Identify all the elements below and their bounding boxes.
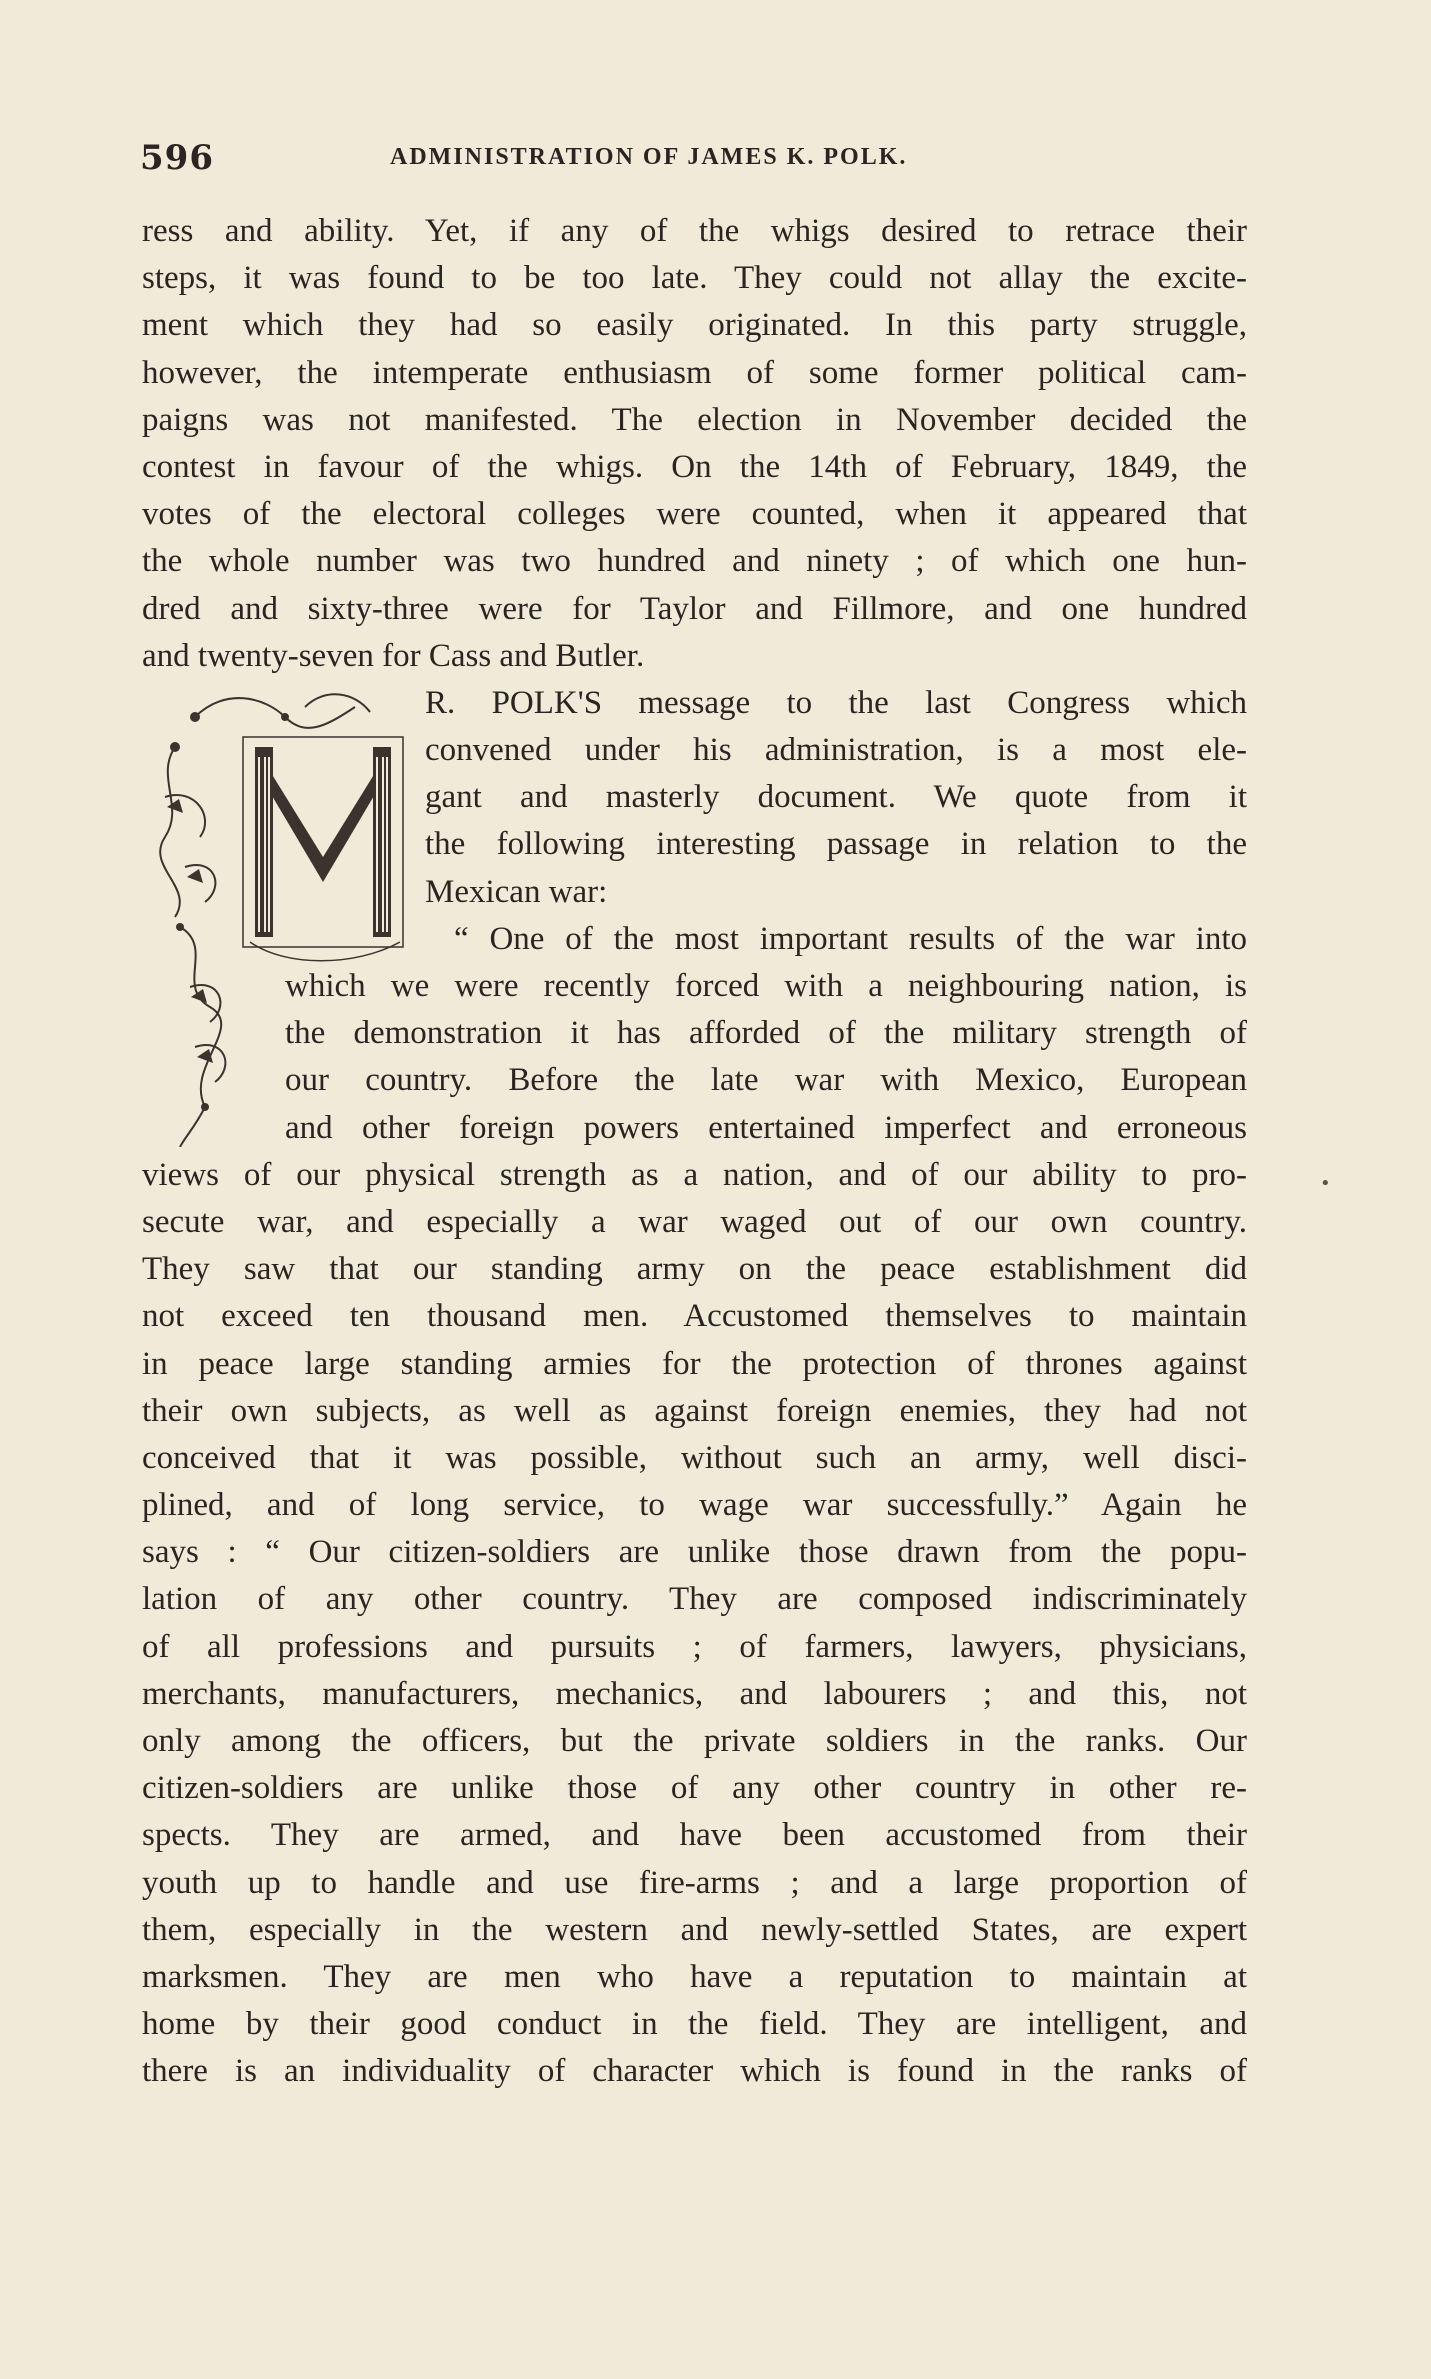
page-body <box>142 208 1247 2096</box>
text-line: Mexican war: <box>425 873 608 910</box>
text-line: lation of any other country. They are composed indiscriminately <box>142 1581 1247 1618</box>
text-line: votes of the electoral colleges were counted, when it appeared that <box>142 496 1247 533</box>
text-line: ress and ability. Yet, if any of the whigs desired to retrace their <box>142 213 1247 249</box>
text-line: steps, it was found to be too late. They could not allay the excite- <box>142 260 1247 297</box>
text-line: plined, and of long service, to wage war successfully.” Again he <box>142 1487 1247 1524</box>
text-line: secute war, and especially a war waged out of our own country. <box>142 1203 1247 1240</box>
text-line: the following interesting passage in relation to the <box>425 826 1247 863</box>
text-line: only among the officers, but the private soldiers in the ranks. Our <box>142 1723 1247 1759</box>
text-line: convened under his administration, is a most ele- <box>425 732 1247 769</box>
text-line: and twenty-seven for Cass and Butler. <box>142 637 645 674</box>
text-line: merchants, manufacturers, mechanics, and labourers ; and this, not <box>142 1675 1247 1712</box>
text-line: however, the intemperate enthusiasm of some former political cam- <box>142 354 1247 391</box>
text-line: ment which they had so easily originated. In this party struggle, <box>142 307 1247 344</box>
initial-tail: R. POLK'S <box>425 684 603 721</box>
text-line: the demonstration it has afforded of the military strength of <box>285 1015 1247 1052</box>
text-line: our country. Before the late war with Mexico, European <box>285 1062 1247 1099</box>
text-line: of all professions and pursuits ; of farmers, lawyers, physicians, <box>142 1628 1247 1665</box>
text-line: contest in favour of the whigs. On the 14th of February, 1849, the <box>142 448 1247 485</box>
text-segment: message to the last Congress which <box>638 684 1247 721</box>
text-line: “ One of the most important results of the war into <box>454 920 1247 957</box>
text-line: citizen-soldiers are unlike those of any other country in other re- <box>142 1770 1247 1807</box>
text-line: marksmen. They are men who have a reputation to maintain at <box>142 1958 1247 1995</box>
margin-mark: • <box>1320 1173 1331 1194</box>
text-line: their own subjects, as well as against foreign enemies, they had not <box>142 1392 1247 1429</box>
text-line: conceived that it was possible, without such an army, well disci- <box>142 1439 1247 1476</box>
text-line: not exceed ten thousand men. Accustomed themselves to maintain <box>142 1298 1247 1335</box>
page-number: 596 <box>140 138 214 178</box>
text-line: views of our physical strength as a nation, and of our ability to pro- <box>142 1156 1247 1193</box>
text-line: and other foreign powers entertained imperfect and erroneous <box>285 1109 1247 1146</box>
text-line: dred and sixty-three were for Taylor and Fillmore, and one hundred <box>142 590 1247 627</box>
text-line: says : “ Our citizen-soldiers are unlike those drawn from the popu- <box>142 1534 1247 1571</box>
text-line: home by their good conduct in the field. They are intelligent, and <box>142 2006 1247 2043</box>
text-line-with-initial <box>425 680 1247 727</box>
text-line: gant and masterly document. We quote from it <box>425 779 1247 816</box>
text-line: paigns was not manifested. The election in November decided the <box>142 401 1247 438</box>
text-line: there is an individuality of character which is found in the ranks of <box>142 2053 1247 2090</box>
text-line: spects. They are armed, and have been accustomed from their <box>142 1817 1247 1854</box>
page-header <box>140 138 1290 188</box>
text-line: the whole number was two hundred and ninety ; of which one hun- <box>142 543 1247 580</box>
text-line: They saw that our standing army on the peace establishment did <box>142 1251 1247 1288</box>
running-head: ADMINISTRATION OF JAMES K. POLK. <box>390 144 908 170</box>
text-line: which we were recently forced with a neighbouring nation, is <box>285 968 1247 1004</box>
text-line: in peace large standing armies for the protection of thrones against <box>142 1345 1247 1382</box>
text-line: them, especially in the western and newly-settled States, are expert <box>142 1911 1247 1948</box>
paragraph-1 <box>142 208 1247 680</box>
text-line: youth up to handle and use fire-arms ; and a large proportion of <box>142 1864 1247 1901</box>
paragraph-2 <box>142 680 1247 2096</box>
